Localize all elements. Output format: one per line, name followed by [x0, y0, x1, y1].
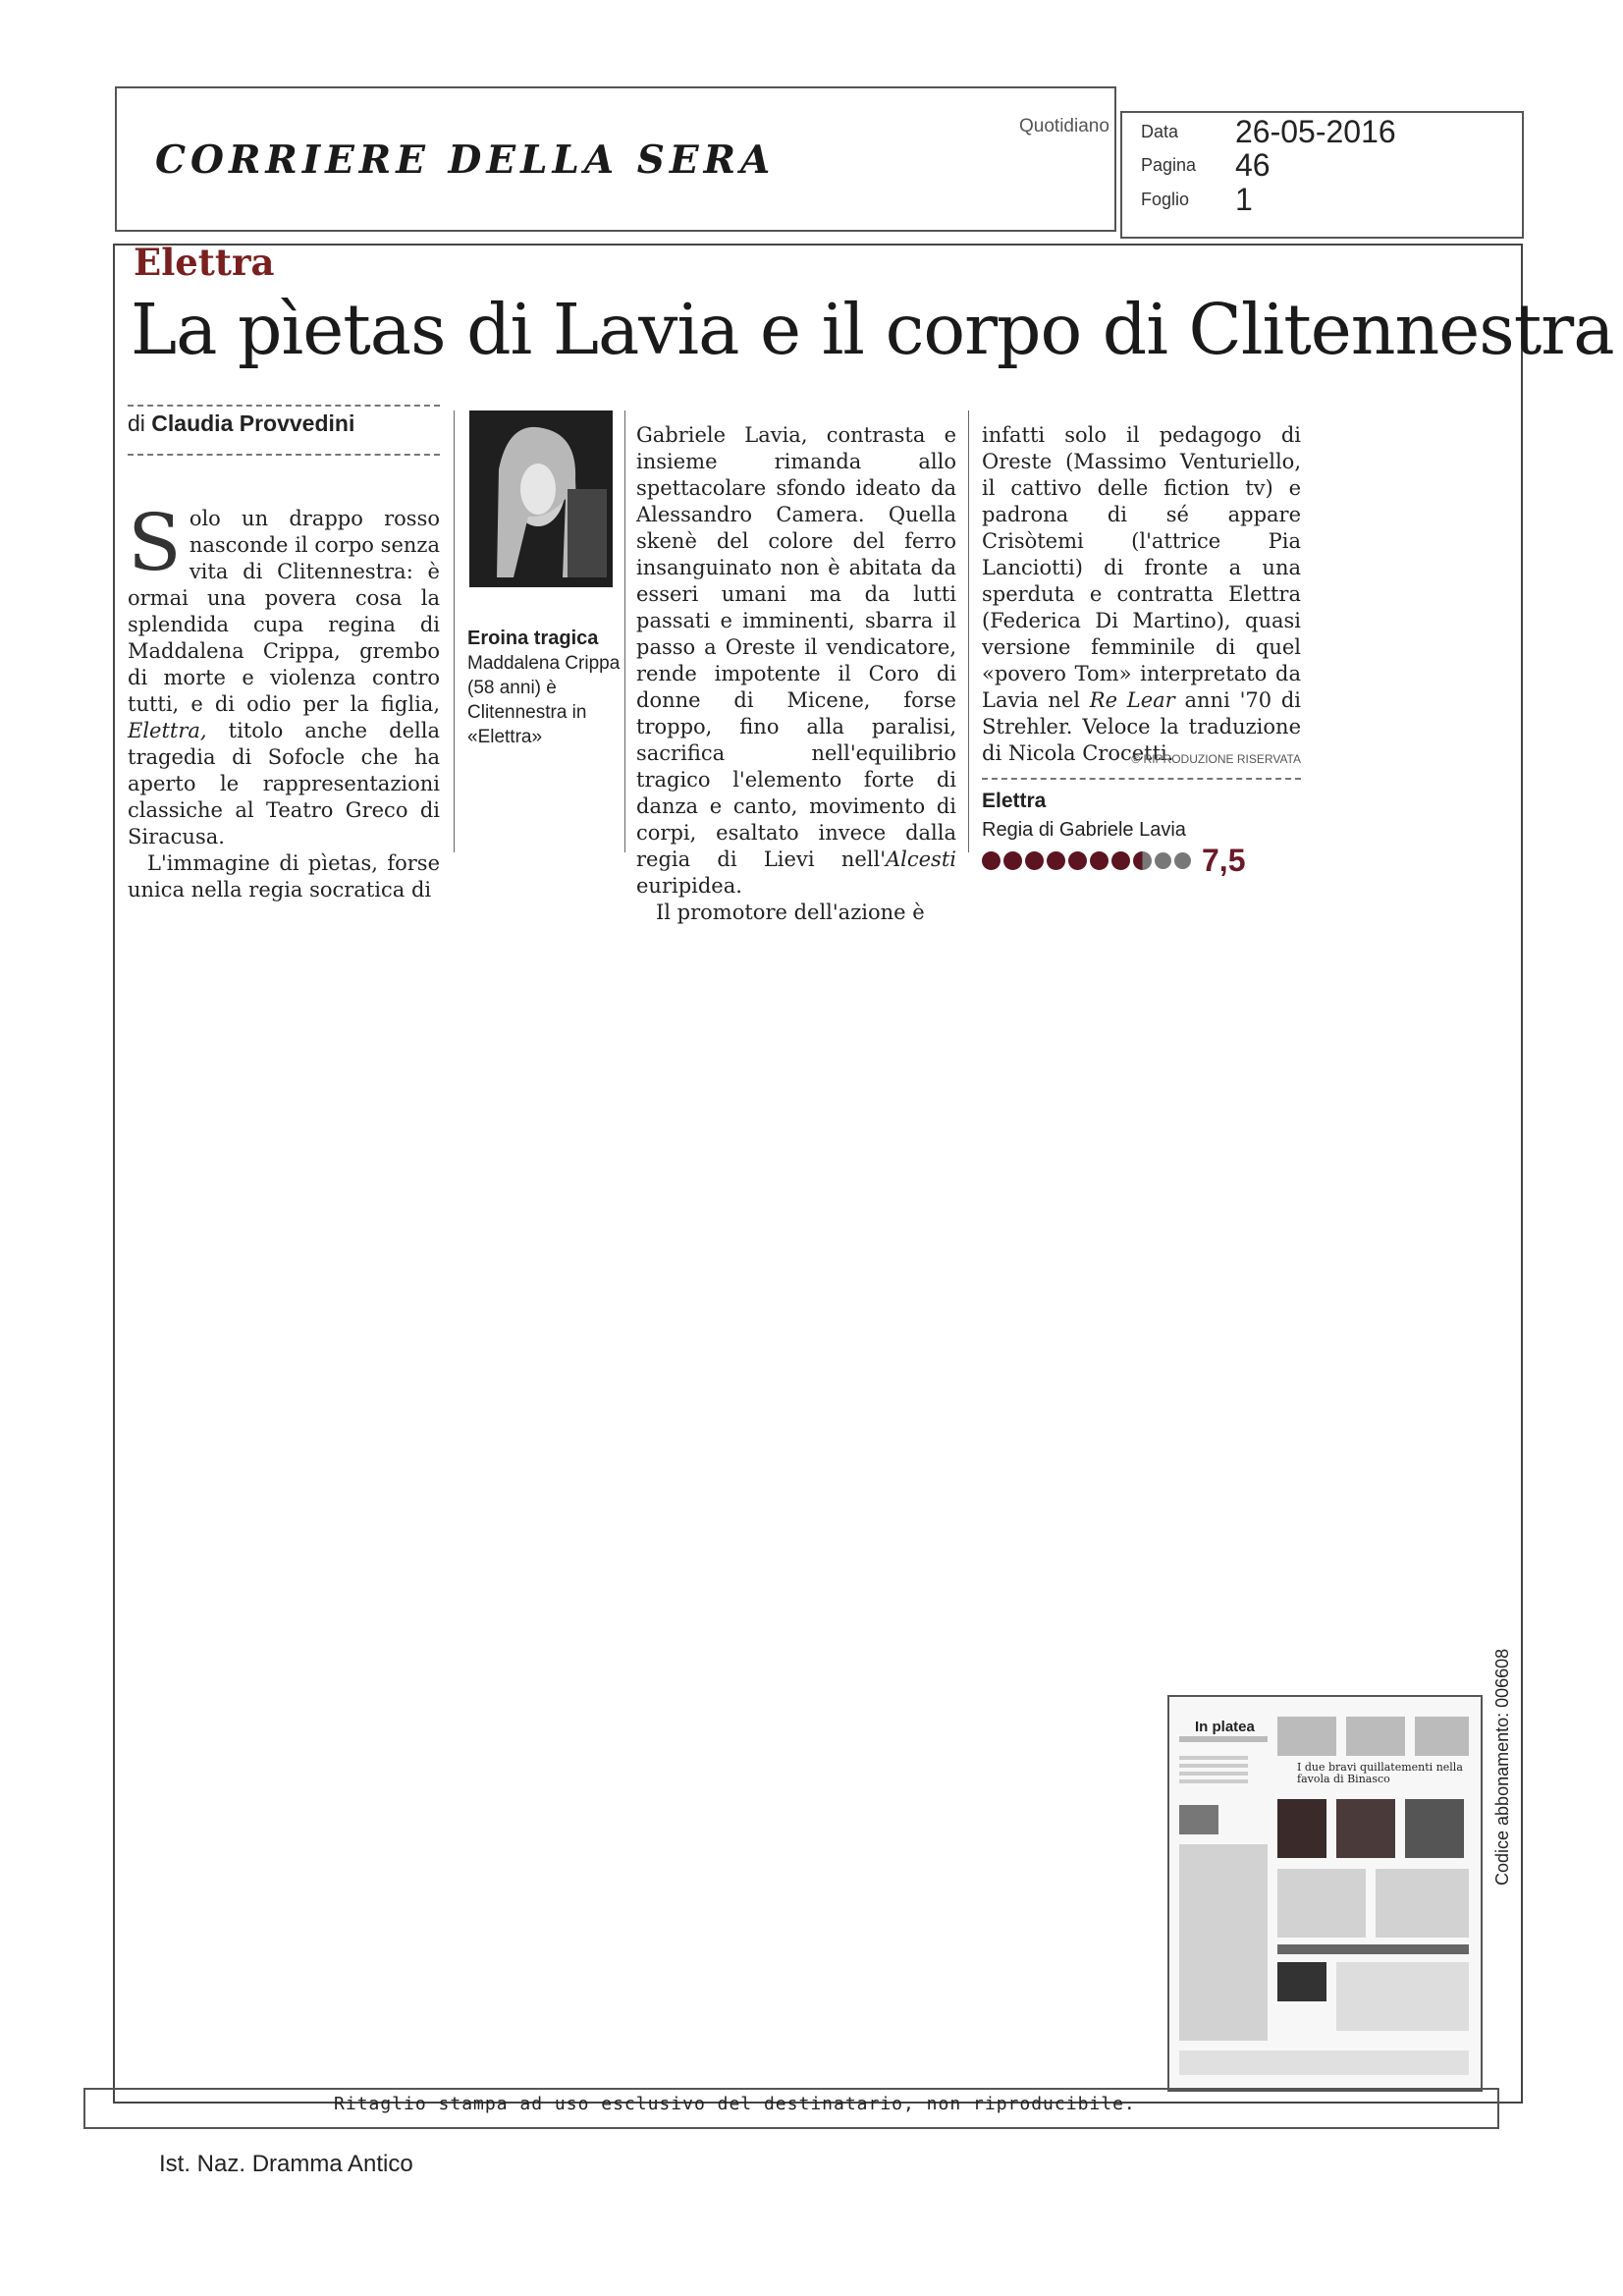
review-title: Elettra [982, 790, 1047, 812]
article-photo [469, 410, 613, 587]
footer-notice: Ritaglio stampa ad uso esclusivo del destinatario, non riproducibile. [334, 2094, 1136, 2114]
byline-prefix: di [128, 410, 145, 436]
byline-rule-top [128, 405, 440, 407]
rating-dot [1047, 851, 1065, 870]
col3-paragraph-2: Il promotore dell'azione è [656, 901, 925, 924]
byline-rule-bottom [128, 454, 440, 456]
col1-italic: Elettra, [128, 719, 207, 742]
article-column-4 [982, 422, 1301, 767]
col1-paragraph-2: L'immagine di pìetas, forse unica nella regia socratica di [128, 851, 440, 902]
actress-photo-image [469, 410, 613, 587]
thumbnail-headline: I due bravi quillatementi nella favola di Binasco [1297, 1761, 1463, 1785]
publication-type: Quotidiano [1019, 116, 1109, 137]
column-divider-1 [454, 410, 455, 852]
photo-caption [467, 627, 624, 749]
col3-italic: Alcesti [885, 847, 956, 871]
col1-paragraph-1b: titolo anche della tragedia di Sofocle che ha aperto le rappresentazioni classiche al Teatro Greco di Siracusa. [128, 719, 440, 848]
col4-paragraph-1b: anni '70 di Strehler. Veloce la traduzione di Nicola Crocetti. [982, 688, 1301, 765]
data-label: Data [1141, 122, 1179, 141]
foglio-label: Foglio [1141, 190, 1190, 209]
rating-dot-half [1133, 851, 1152, 870]
review-director: Regia di Gabriele Lavia [982, 819, 1186, 841]
rating-score: 7,5 [1202, 843, 1246, 878]
rating-dot [1111, 851, 1130, 870]
foglio-value: 1 [1235, 182, 1253, 217]
rating-dot [1025, 851, 1044, 870]
source-label: Ist. Naz. Dramma Antico [159, 2151, 413, 2177]
page-thumbnail-image [1169, 1697, 1481, 2090]
rights-notice: © RIPRODUZIONE RISERVATA [1131, 752, 1301, 766]
caption-title: Eroina tragica [467, 628, 599, 649]
column-divider-3 [968, 410, 969, 852]
col1-paragraph-1: olo un drappo rosso nasconde il corpo senza vita di Clitennestra: è ormai una povera cosa la splendida cupa regina di Maddalena Crippa, grembo di morte e violenza contro tutti, e di odio per la figlia, [128, 507, 440, 716]
subscription-code: Codice abbonamento: 006608 [1492, 1648, 1512, 1886]
pagina-value: 46 [1235, 147, 1271, 183]
article-column-1 [128, 497, 440, 903]
col4-paragraph-1: infatti solo il pedagogo di Oreste (Massimo Venturiello, il cattivo delle fiction tv) e padrona di sé appare Crisòtemi (l'attrice Pia Lanciotti) di fronte a una sperduta e contratta Elettra (Federica Di Martino), quasi versione femminile di quel «povero Tom» interpretato da Lavia nel [982, 423, 1301, 712]
byline-author: Claudia Provvedini [151, 410, 355, 436]
rating-dot [1003, 851, 1022, 870]
dropcap: S [128, 497, 182, 588]
masthead: CORRIERE DELLA SERA [155, 137, 776, 183]
rating-dots [982, 843, 1245, 879]
col3-paragraph-1b: euripidea. [636, 874, 742, 898]
review-box-rule [982, 778, 1301, 780]
pagina-label: Pagina [1141, 155, 1197, 175]
rating-dot [1068, 851, 1087, 870]
thumbnail-section: In platea [1195, 1719, 1255, 1735]
rating-dot-empty [1155, 852, 1171, 869]
article-column-3 [636, 422, 956, 926]
col3-paragraph-1: Gabriele Lavia, contrasta e insieme rimanda allo spettacolare sfondo ideato da Alessandro Camera. Quella skenè del colore del ferro insanguinato non è abitata da esseri umani ma da lutti passati e imminenti, sbarra il passo a Oreste il vendicatore, rende impotente il Coro di donne di Micene, forse troppo, fino alla paralisi, sacrifica nell'equilibrio tragico l'elemento forte di danza e canto, movimento di corpi, esaltato invece dalla regia di Lievi nell' [636, 423, 956, 871]
article-kicker: Elettra [134, 241, 275, 284]
data-value: 26-05-2016 [1235, 114, 1396, 149]
column-divider-2 [624, 410, 625, 852]
col4-italic: Re Lear [1089, 688, 1175, 712]
rating-dot [1090, 851, 1109, 870]
byline [128, 410, 354, 437]
article-headline: La pìetas di Lavia e il corpo di Clitennestra [131, 289, 1614, 370]
rating-dot-empty [1174, 852, 1191, 869]
rating-dot [982, 851, 1001, 870]
caption-text: Maddalena Crippa (58 anni) è Clitennestra in «Elettra» [467, 653, 621, 747]
page-thumbnail [1167, 1695, 1483, 2092]
